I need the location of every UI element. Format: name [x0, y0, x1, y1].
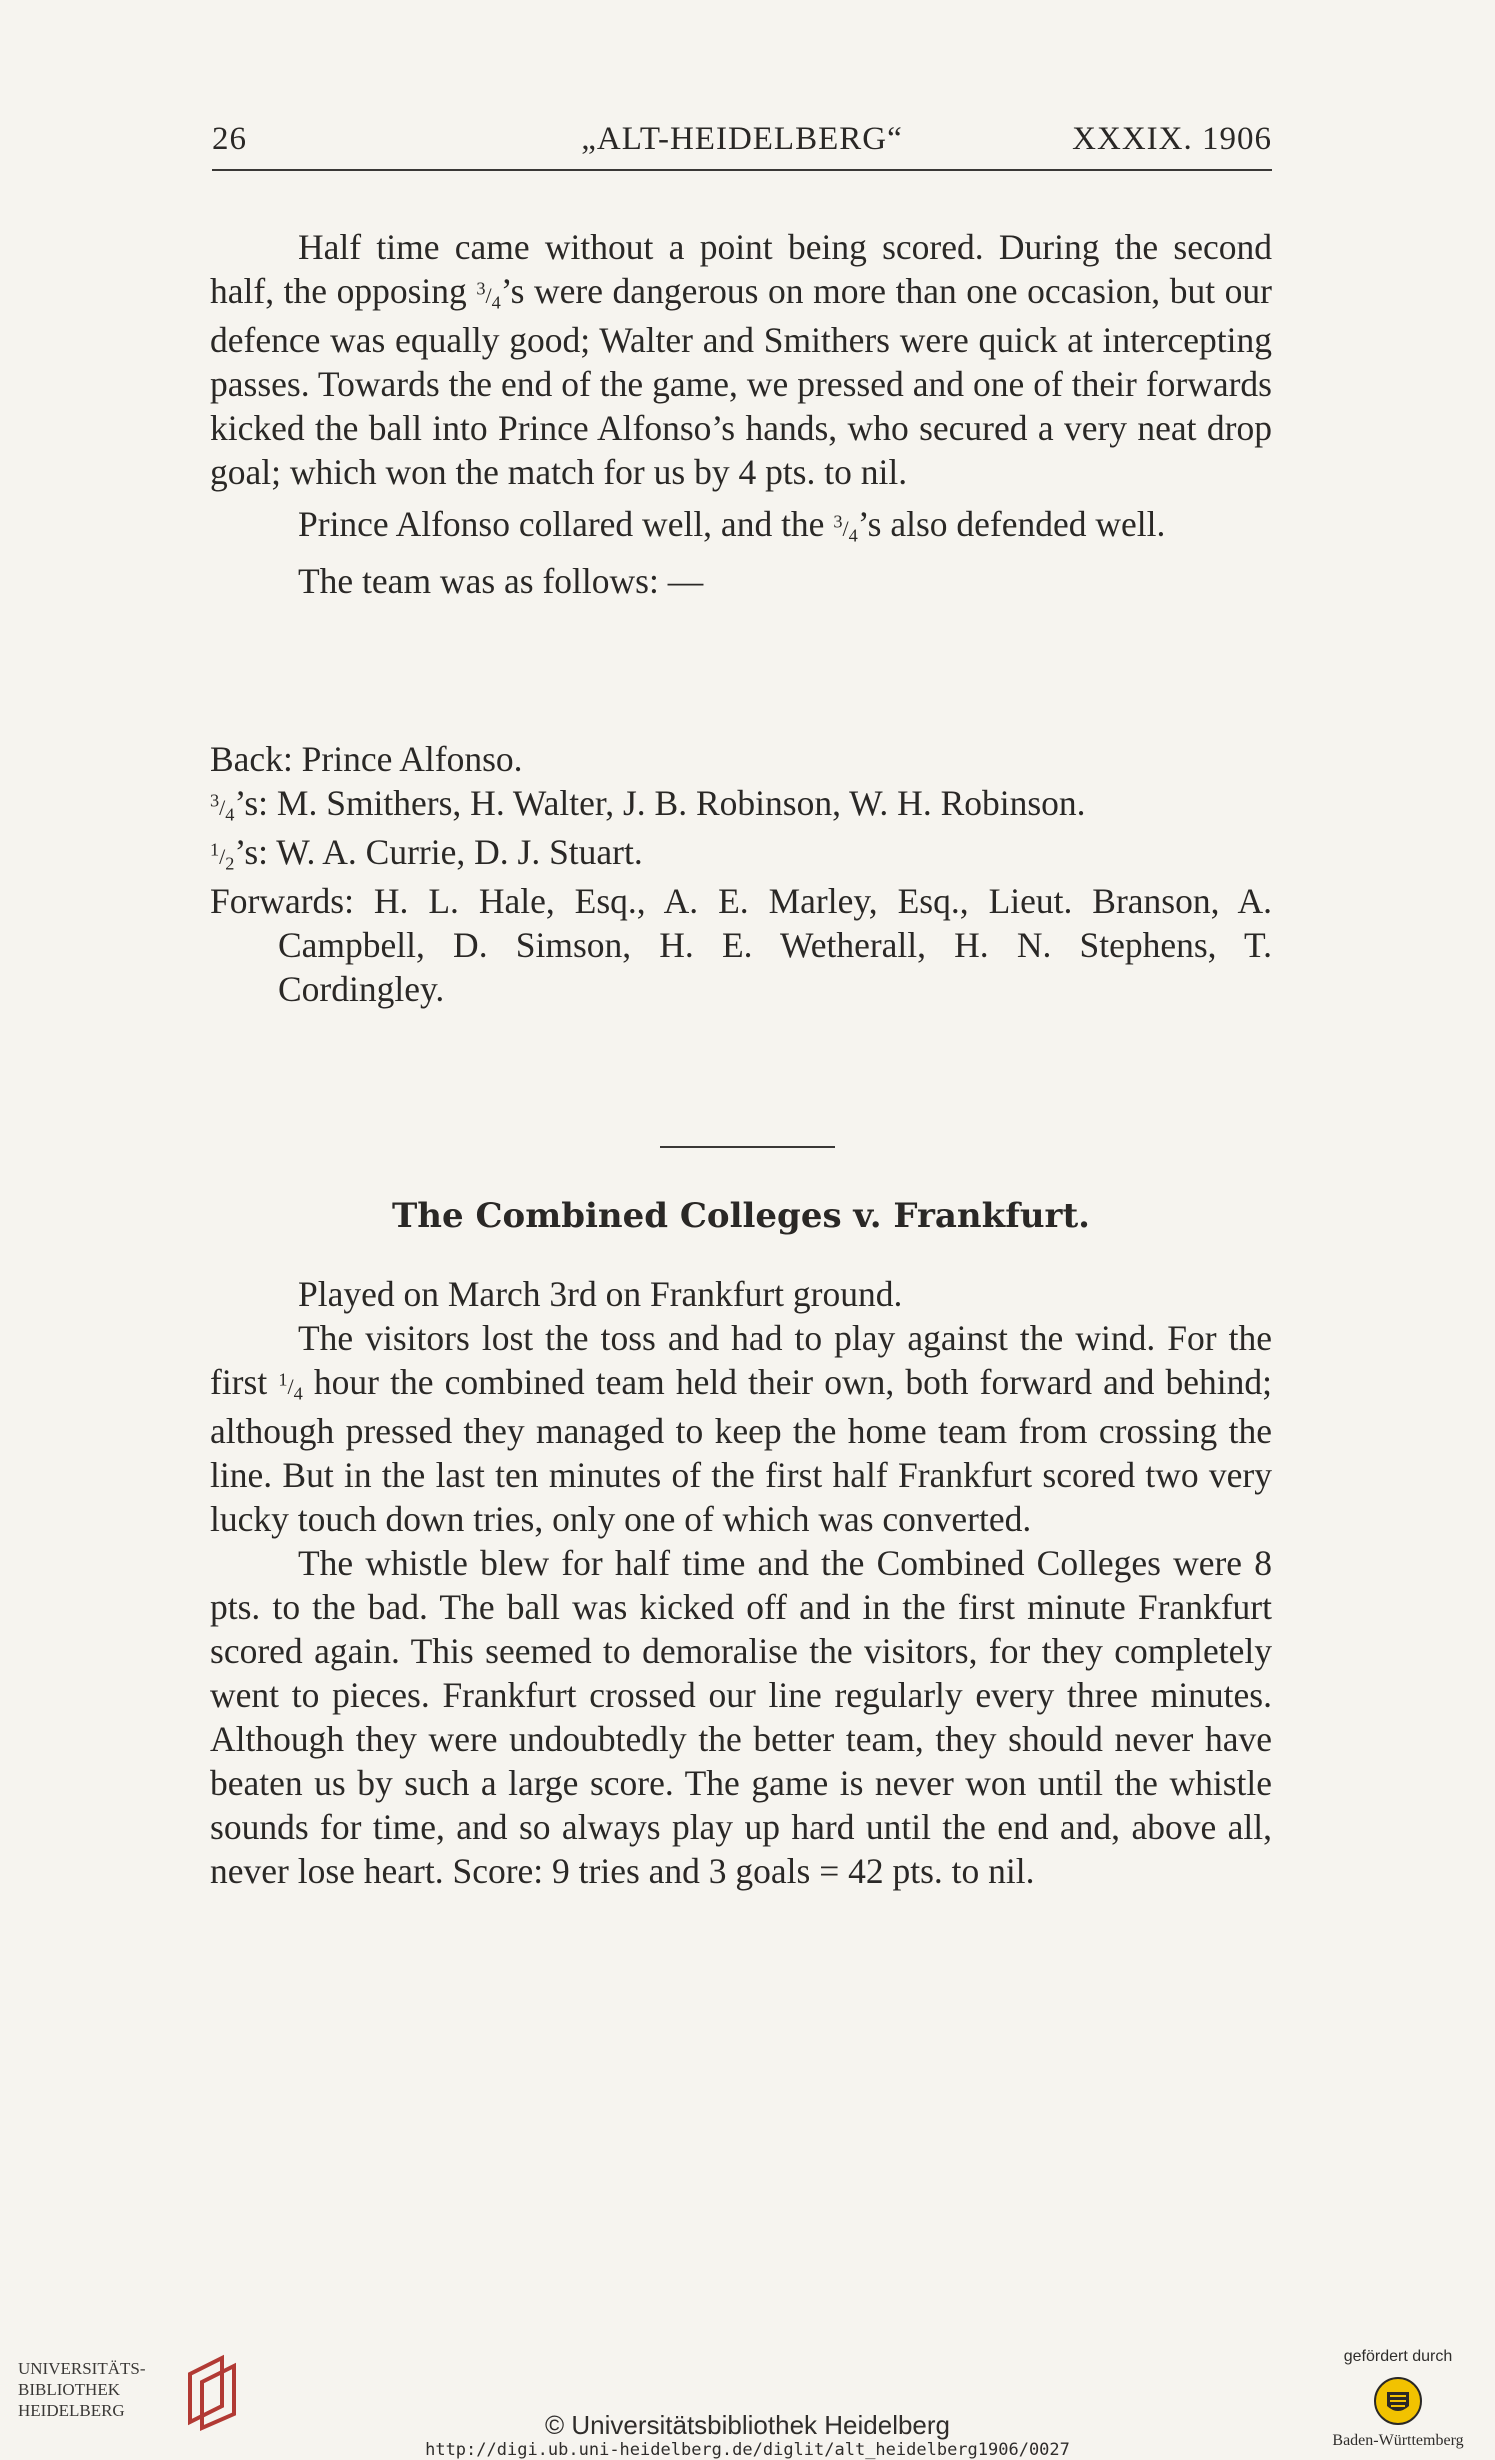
- text-run: ’s also defended well.: [857, 504, 1166, 544]
- library-line: UNIVERSITÄTS-: [18, 2359, 146, 2378]
- fraction: $^3/_4$: [210, 790, 235, 825]
- fraction-denominator: 4: [848, 525, 858, 546]
- page-number: 26: [212, 121, 247, 157]
- journal-title: „ALT-HEIDELBERG“: [581, 121, 903, 157]
- fraction-denominator: 4: [225, 804, 235, 825]
- team-roster: [210, 737, 1272, 1011]
- text-run: hour the combined team held their own, both forward and behind; although pressed they managed to keep the home team from crossing the line. But in the last ten minutes of the first half Frankfurt scored two very lucky touch down tries, only one of which was converted.: [210, 1362, 1272, 1539]
- funder-credit: [1313, 2348, 1483, 2450]
- fraction: $^3/_4$: [476, 278, 501, 313]
- copyright-notice: © Universitätsbibliothek Heidelberg: [544, 2410, 951, 2440]
- fraction: $^1/_4$: [278, 1369, 303, 1404]
- library-line: HEIDELBERG: [18, 2401, 125, 2420]
- source-url[interactable]: http://digi.ub.uni-heidelberg.de/diglit/alt_heidelberg1906/0027: [425, 2440, 1070, 2460]
- state-seal-icon: [1373, 2376, 1423, 2426]
- fraction-numerator: 3: [476, 278, 486, 299]
- text-run: ’s: W. A. Currie, D. J. Stuart.: [234, 832, 643, 872]
- funded-by-label: gefördert durch: [1343, 2348, 1453, 2365]
- fraction-numerator: 1: [278, 1369, 288, 1390]
- fraction: $^1/_2$: [210, 839, 235, 874]
- fraction-numerator: 3: [210, 790, 220, 811]
- paragraph-team-intro: The team was as follows: —: [298, 561, 704, 601]
- fraction-denominator: 4: [293, 1383, 303, 1404]
- fraction-denominator: 2: [225, 853, 235, 874]
- paragraph-half-time: [210, 225, 1272, 494]
- paragraph-toss: [210, 1316, 1272, 1541]
- fraction-numerator: 3: [833, 511, 843, 532]
- header-rule: [212, 169, 1272, 171]
- text-run: ’s: M. Smithers, H. Walter, J. B. Robinson, W. H. Robinson.: [234, 783, 1086, 823]
- text-run: Prince Alfonso collared well, and the: [298, 504, 834, 544]
- text-run: Half time came without a point being scored. During the second half, the opposing: [210, 227, 1272, 311]
- volume-year: XXXIX. 1906: [1072, 121, 1272, 157]
- paragraph-collared: [210, 502, 1272, 551]
- report-continuation: [210, 225, 1272, 603]
- roster-halves: [210, 830, 1272, 879]
- running-header: [212, 115, 1272, 171]
- frankfurt-report: [210, 1272, 1272, 1893]
- funder-name: Baden-Württemberg: [1332, 2432, 1464, 2449]
- digitization-footer: [0, 2340, 1495, 2460]
- fraction: $^3/_4$: [833, 511, 858, 546]
- paragraph-whistle: The whistle blew for half time and the Combined Colleges were 8 pts. to the bad. The ball was kicked off and in the first minute Frankfurt scored again. This seemed to demoralise the visitors, for they completely went to pieces. Frankfurt crossed our line regularly every three minutes. Although they were undoubtedly the better team, they should never have beaten us by such a large score. The game is never won until the whistle sounds for time, and so always play up hard until the end and, above all, never lose heart. Score: 9 tries and 3 goals = 42 pts. to nil.: [210, 1543, 1272, 1891]
- fraction-numerator: 1: [210, 839, 220, 860]
- roster-back: Back: Prince Alfonso.: [210, 739, 523, 779]
- section-title: The Combined Colleges v. Frankfurt.: [391, 1196, 1090, 1236]
- roster-three-quarters: [210, 781, 1272, 830]
- paragraph-played: Played on March 3rd on Frankfurt ground.: [298, 1274, 903, 1314]
- text-run: ’s were dangerous on more than one occasion, but our defence was equally good; Walter and Smithers were quick at intercepting passes. Towards the end of the game, we pressed and one of their forwards kicked the ball into Prince Alfonso’s hands, who secured a very neat drop goal; which won the match for us by 4 pts. to nil.: [210, 271, 1272, 492]
- fraction-denominator: 4: [491, 292, 501, 313]
- section-divider: [660, 1146, 835, 1148]
- library-line: BIBLIOTHEK: [18, 2380, 120, 2399]
- roster-forwards: Forwards: H. L. Hale, Esq., A. E. Marley, Esq., Lieut. Branson, A. Campbell, D. Simson, H. E. Wetherall, H. N. Stephens, T. Cordingley.: [210, 881, 1272, 1009]
- text-run: The visitors lost the toss and had to play against the wind. For the first: [210, 1318, 1272, 1402]
